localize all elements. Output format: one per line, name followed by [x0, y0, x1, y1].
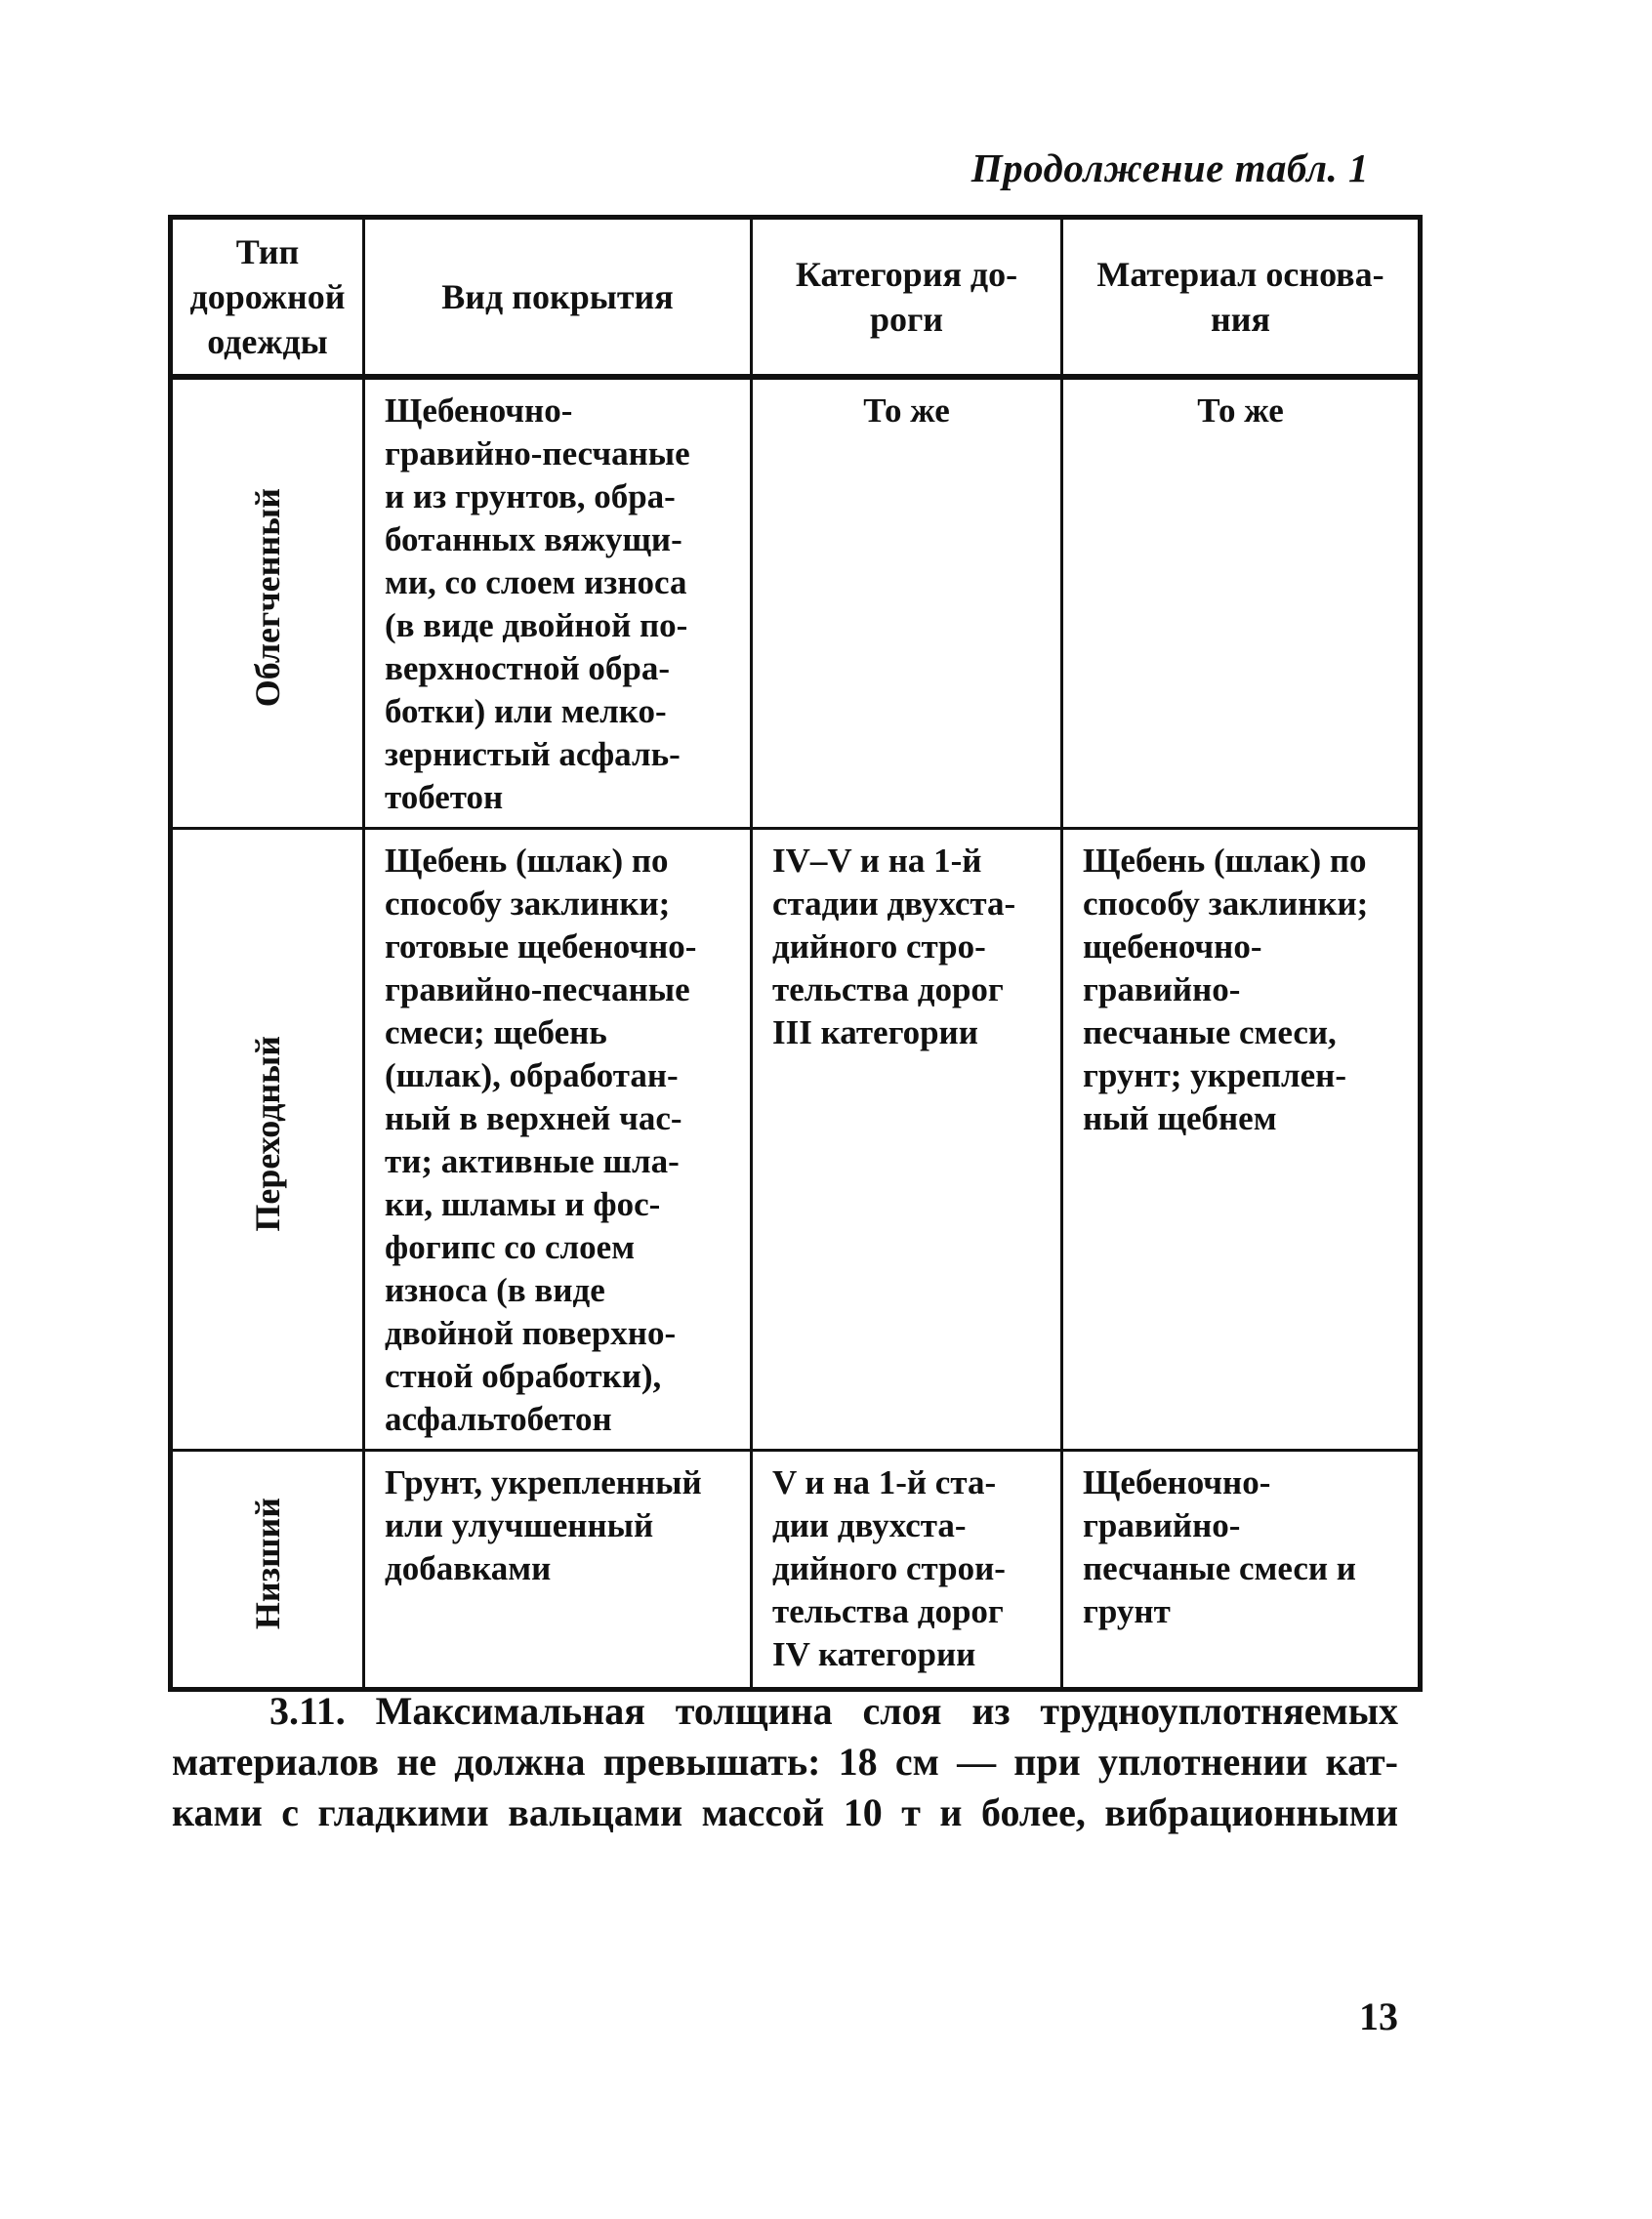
category-cell: IV–V и на 1-й стадии двухста- дийного стро- тельства дорог III категории	[752, 829, 1062, 1451]
table-row	[171, 377, 1421, 829]
material-cell: Щебень (шлак) по способу заклинки; щебеночно- гравийно- песчаные смеси, грунт; укреплен- ный щебнем	[1062, 829, 1421, 1451]
row-type-label: Переходный	[248, 1036, 287, 1232]
cover-cell: Щебеночно- гравийно-песчаные и из грунтов, обра- ботанных вяжущи- ми, со слоем износа (в виде двойной по- верхностной обра- ботки) или мелко- зернистый асфаль- тобетон	[364, 377, 752, 829]
cover-cell: Грунт, укрепленный или улучшенный добавками	[364, 1451, 752, 1690]
road-pavement-table	[168, 215, 1418, 1673]
cover-cell: Щебень (шлак) по способу заклинки; готовые щебеночно- гравийно-песчаные смеси; щебень (шлак), обработан- ный в верхней час- ти; активные шла- ки, шламы и фос- фогипс со слоем износа (в виде двойной поверхно- стной обработки), асфальтобетон	[364, 829, 752, 1451]
header-pavement-type: Тип дорожной одежды	[171, 218, 364, 378]
category-cell: V и на 1-й ста- дии двухста- дийного строи- тельства дорог IV категории	[752, 1451, 1062, 1690]
header-road-category: Категория до- роги	[752, 218, 1062, 378]
row-type-label: Облегченный	[248, 488, 287, 708]
paragraph-line: 3.11. Максимальная толщина слоя из трудноуплотняемых	[269, 1689, 1398, 1733]
category-cell: То же	[752, 377, 1062, 829]
row-type-cell	[171, 829, 364, 1451]
material-cell: То же	[1062, 377, 1421, 829]
paragraph-line: ками с гладкими вальцами массой 10 т и более, вибрационными	[172, 1790, 1398, 1834]
row-type-label: Низший	[248, 1498, 287, 1630]
table-row	[171, 1451, 1421, 1690]
material-cell: Щебеночно- гравийно- песчаные смеси и грунт	[1062, 1451, 1421, 1690]
table-caption: Продолжение табл. 1	[971, 145, 1369, 190]
table-header-row	[171, 218, 1421, 378]
header-base-material: Материал основа- ния	[1062, 218, 1421, 378]
table	[168, 215, 1423, 1692]
table-row	[171, 829, 1421, 1451]
page-number: 13	[1359, 1994, 1398, 2038]
paragraph-line: материалов не должна превышать: 18 см — при уплотнении кат-	[172, 1740, 1398, 1784]
row-type-cell	[171, 377, 364, 829]
body-paragraph	[172, 1686, 1398, 1838]
header-cover-kind: Вид покрытия	[364, 218, 752, 378]
row-type-cell	[171, 1451, 364, 1690]
